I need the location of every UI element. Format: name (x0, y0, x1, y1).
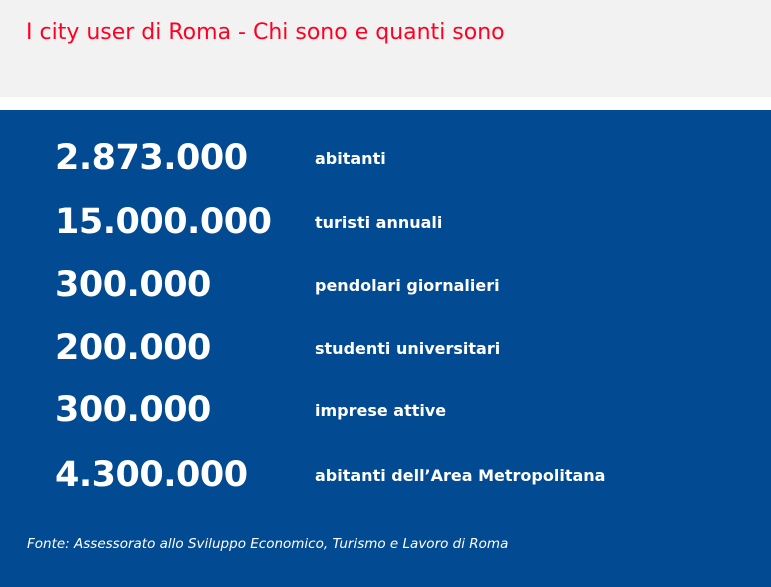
header-bar (0, 0, 771, 97)
stat-label: abitanti (315, 149, 386, 168)
stat-label: pendolari giornalieri (315, 276, 500, 295)
stat-value: 2.873.000 (55, 138, 248, 178)
stat-row-imprese (0, 390, 771, 440)
page-title: I city user di Roma - Chi sono e quanti sono (26, 20, 505, 45)
stat-row-area-metropolitana (0, 455, 771, 505)
stat-label: turisti annuali (315, 213, 443, 232)
stat-row-turisti (0, 202, 771, 252)
stat-label: abitanti dell’Area Metropolitana (315, 466, 606, 485)
stat-row-abitanti (0, 138, 771, 188)
source-note: Fonte: Assessorato allo Sviluppo Economico, Turismo e Lavoro di Roma (27, 536, 509, 552)
stat-value: 15.000.000 (55, 202, 272, 242)
stat-value: 300.000 (55, 265, 211, 305)
stat-label: imprese attive (315, 401, 447, 420)
stat-row-studenti (0, 328, 771, 378)
stat-value: 300.000 (55, 390, 211, 430)
stat-value: 200.000 (55, 328, 211, 368)
stat-value: 4.300.000 (55, 455, 248, 495)
stat-label: studenti universitari (315, 339, 501, 358)
stat-row-pendolari (0, 265, 771, 315)
